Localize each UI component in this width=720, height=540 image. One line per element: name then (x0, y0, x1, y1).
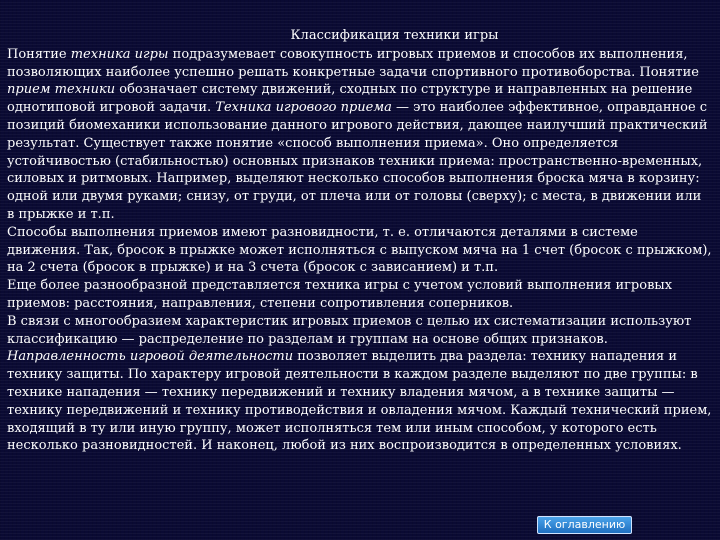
slide-title: Классификация техники игры (290, 28, 499, 43)
paragraph-conditions: Еще более разнообразной представляется техника игры с учетом условий выполнения игровых приемов: расстояния, направления, степени сопротивления соперников. (7, 278, 673, 311)
table-of-contents-button[interactable]: К оглавлению (537, 516, 632, 534)
term-game-technique: Техника игрового приема (215, 100, 392, 116)
text-run: позволяет выделить два раздела: технику нападения и технику защиты. По характеру игровой деятельности в каждом разделе выделяют по две группы: в технике нападения — технику передвижений и технику владения мячом, а в технике защиты — технику передвижений и технику противодействия и овладения мячом. Каждый технический прием, входящий в ту или иную группу, может исполняться тем или иным способом, у которого есть несколько разновидностей. И наконец, любой из них воспроизводится в определенных условиях. (7, 349, 712, 454)
paragraph-classification: В связи с многообразием характеристик игровых приемов с целью их систематизации используют классификацию — распределение по разделам и группам на основе общих признаков. (7, 313, 692, 347)
term-direction: Направленность игровой деятельности (7, 349, 294, 365)
text-run: обозначает систему движений, сходных по структуре и направленных на решение однотиповой игровой задачи. (7, 82, 693, 116)
paragraph-variations: Способы выполнения приемов имеют разновидности, т. е. отличаются деталями в системе движения. Так, бросок в прыжке может исполняться с выпуском мяча на 1 счет (бросок с прыжком), на 2 счета (бросок в прыжке) и на 3 счета (бросок с зависанием) и т.п. (7, 224, 712, 276)
paragraph-definitions (7, 46, 712, 224)
text-run: — это наиболее эффективное, оправданное с позиций биомеханики использование данного игрового действия, дающее наилучший практический результат. Существует также понятие «способ выполнения приема». Оно определяется устойчивостью (стабильностью) основных признаков техники приема: пространственно-временных, силовых и ритмовых. Например, выделяют несколько способов выполнения броска мяча в корзину: одной или двумя руками; снизу, от груди, от плеча или от головы (сверху); с места, в движении или в прыжке и т.п. (7, 100, 708, 222)
term-technique: техника игры (70, 46, 169, 62)
term-technique-method: прием техники (7, 82, 116, 98)
text-run: подразумевает совокупность игровых приемов и способов их выполнения, позволяющих наиболее успешно решать конкретные задачи спортивного противоборства. Понятие (7, 46, 699, 80)
paragraph-directions (7, 348, 712, 455)
text-run: Понятие (7, 46, 71, 62)
